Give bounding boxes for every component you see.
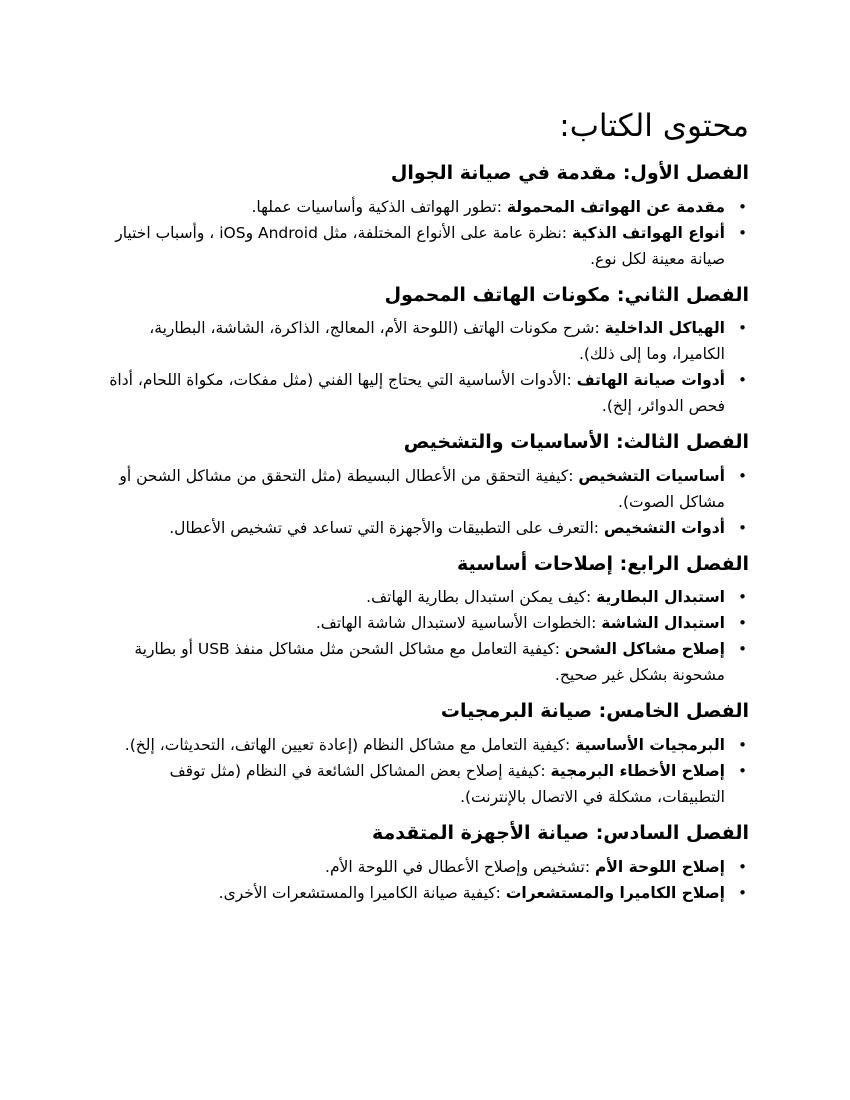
bullet-icon: • (738, 371, 747, 390)
list-item (100, 463, 747, 515)
item-description: :الأدوات الأساسية التي يحتاج إليها الفني (مثل مفكات، مكواة اللحام، أداة فحص الدوائر، إلخ). (109, 371, 725, 416)
bullet-icon: • (738, 640, 747, 659)
item-term: استبدال البطارية (596, 588, 725, 607)
item-term: أدوات صيانة الهاتف (576, 371, 725, 390)
item-term: الهياكل الداخلية (604, 319, 725, 338)
chapter-section (100, 551, 749, 689)
item-description: :كيفية التحقق من الأعطال البسيطة (مثل التحقق من مشاكل الشحن أو مشاكل الصوت). (119, 466, 725, 511)
chapter-title: الفصل الثالث: الأساسيات والتشخيص (403, 431, 749, 454)
chapter-title: الفصل السادس: صيانة الأجهزة المتقدمة (371, 822, 749, 845)
chapter-item-list (100, 463, 749, 541)
bullet-icon: • (738, 588, 747, 607)
chapter-section (100, 160, 749, 272)
item-term: أساسيات التشخيص (578, 466, 725, 485)
item-description: :كيفية صيانة الكاميرا والمستشعرات الأخرى. (218, 883, 506, 902)
chapter-section (100, 282, 749, 420)
bullet-icon: • (738, 857, 747, 876)
chapter-item-list (100, 315, 749, 419)
item-description: :نظرة عامة على الأنواع المختلفة، مثل Android وiOS ، وأسباب اختيار صيانة معينة لكل نوع. (115, 223, 725, 268)
item-term: مقدمة عن الهواتف المحمولة (506, 197, 725, 216)
item-description: :كيف يمكن استبدال بطارية الهاتف. (366, 588, 597, 607)
bullet-icon: • (738, 736, 747, 755)
list-item (100, 758, 747, 810)
item-description: :كيفية إصلاح بعض المشاكل الشائعة في النظام (مثل توقف التطبيقات، مشكلة في الاتصال بالإنترنت). (169, 762, 725, 807)
list-item (100, 880, 747, 906)
chapter-list (100, 160, 749, 905)
item-term: إصلاح الأخطاء البرمجية (550, 762, 725, 781)
list-item (100, 367, 747, 419)
item-description: :تشخيص وإصلاح الأعطال في اللوحة الأم. (325, 857, 595, 876)
item-term: إصلاح اللوحة الأم (595, 857, 725, 876)
item-term: أدوات التشخيص (603, 518, 725, 537)
list-item (100, 854, 747, 880)
item-term: أنواع الهواتف الذكية (571, 223, 725, 242)
list-item (100, 315, 747, 367)
item-description: :كيفية التعامل مع مشاكل الشحن مثل مشاكل منفذ USB أو بطارية مشحونة بشكل غير صحيح. (134, 640, 725, 685)
item-description: :كيفية التعامل مع مشاكل النظام (إعادة تعيين الهاتف، التحديثات، إلخ). (124, 736, 576, 755)
item-description: :التعرف على التطبيقات والأجهزة التي تساعد في تشخيص الأعطال. (169, 518, 604, 537)
item-term: استبدال الشاشة (601, 614, 725, 633)
bullet-icon: • (738, 197, 747, 216)
bullet-icon: • (738, 518, 747, 537)
list-item (100, 515, 747, 541)
chapter-title: الفصل الرابع: إصلاحات أساسية (456, 552, 749, 575)
list-item (100, 732, 747, 758)
list-item (100, 636, 747, 688)
bullet-icon: • (738, 762, 747, 781)
item-description: :شرح مكونات الهاتف (اللوحة الأم، المعالج، الذاكرة، الشاشة، البطارية، الكاميرا، وما إلى ذلك). (149, 319, 725, 364)
item-description: :تطور الهواتف الذكية وأساسيات عملها. (251, 197, 507, 216)
chapter-item-list (100, 854, 749, 906)
chapter-item-list (100, 584, 749, 688)
document-title: محتوى الكتاب: (559, 108, 749, 144)
chapter-title: الفصل الخامس: صيانة البرمجيات (440, 700, 749, 723)
item-description: :الخطوات الأساسية لاستبدال شاشة الهاتف. (315, 614, 602, 633)
item-term: إصلاح مشاكل الشحن (564, 640, 725, 659)
list-item (100, 220, 747, 272)
list-item (100, 584, 747, 610)
chapter-title: الفصل الثاني: مكونات الهاتف المحمول (384, 283, 749, 306)
item-term: إصلاح الكاميرا والمستشعرات (505, 883, 725, 902)
bullet-icon: • (738, 883, 747, 902)
chapter-item-list (100, 732, 749, 810)
chapter-item-list (100, 194, 749, 272)
item-term: البرمجيات الأساسية (575, 736, 725, 755)
chapter-section (100, 820, 749, 906)
bullet-icon: • (738, 223, 747, 242)
bullet-icon: • (738, 319, 747, 338)
bullet-icon: • (738, 466, 747, 485)
chapter-title: الفصل الأول: مقدمة في صيانة الجوال (390, 162, 749, 185)
list-item (100, 194, 747, 220)
bullet-icon: • (738, 614, 747, 633)
chapter-section (100, 429, 749, 541)
list-item (100, 610, 747, 636)
chapter-section (100, 698, 749, 810)
